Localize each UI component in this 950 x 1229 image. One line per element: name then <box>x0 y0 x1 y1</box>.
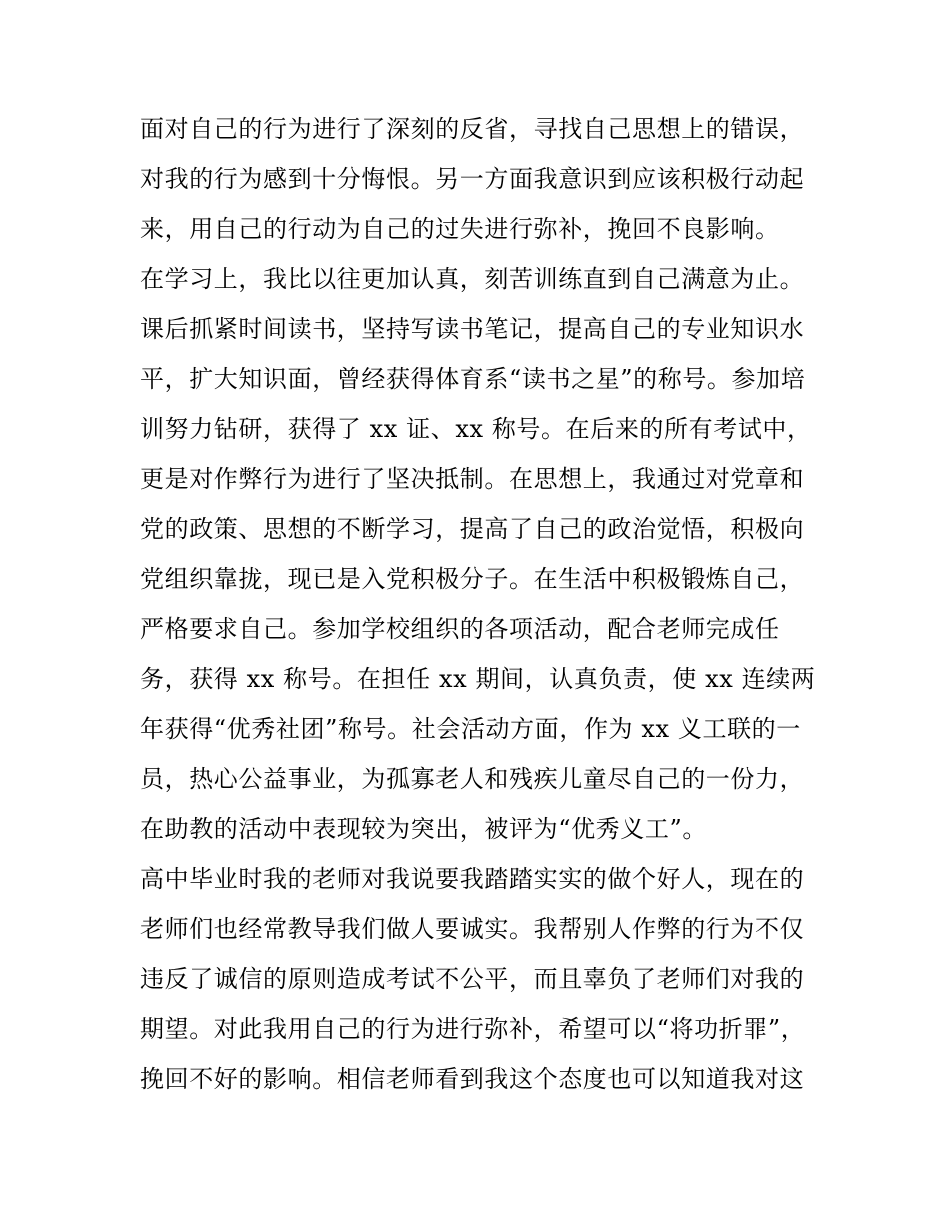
text-line: 党的政策、思想的不断学习，提高了自己的政治觉悟，积极向 <box>140 515 805 543</box>
text-line: 更是对作弊行为进行了坚决抵制。在思想上，我通过对党章和 <box>140 465 805 493</box>
text-line: 在助教的活动中表现较为突出，被评为“优秀义工”。 <box>140 815 707 843</box>
text-line: 年获得“优秀社团”称号。社会活动方面，作为 xx 义工联的一 <box>140 715 801 743</box>
text-line: 挽回不好的影响。相信老师看到我这个态度也可以知道我对这 <box>140 1065 805 1093</box>
text-line: 务，获得 xx 称号。在担任 xx 期间，认真负责，使 xx 连续两 <box>140 665 816 693</box>
body-text <box>140 104 820 1104</box>
text-line: 在学习上，我比以往更加认真，刻苦训练直到自己满意为止。 <box>140 265 805 293</box>
text-line: 严格要求自己。参加学校组织的各项活动，配合老师完成任 <box>140 615 780 643</box>
text-line: 平，扩大知识面，曾经获得体育系“读书之星”的称号。参加培 <box>140 365 806 393</box>
text-line: 面对自己的行为进行了深刻的反省，寻找自己思想上的错误， <box>140 115 805 143</box>
text-line: 期望。对此我用自己的行为进行弥补，希望可以“将功折罪”， <box>140 1015 806 1043</box>
text-line: 高中毕业时我的老师对我说要我踏踏实实的做个好人，现在的 <box>140 865 805 893</box>
text-line: 员，热心公益事业，为孤寡老人和残疾儿童尽自己的一份力， <box>140 765 805 793</box>
text-line: 党组织靠拢，现已是入党积极分子。在生活中积极锻炼自己， <box>140 565 805 593</box>
text-line: 老师们也经常教导我们做人要诚实。我帮别人作弊的行为不仅 <box>140 915 805 943</box>
text-line: 来，用自己的行动为自己的过失进行弥补，挽回不良影响。 <box>140 215 780 243</box>
text-line: 违反了诚信的原则造成考试不公平，而且辜负了老师们对我的 <box>140 965 805 993</box>
text-line: 课后抓紧时间读书，坚持写读书笔记，提高自己的专业知识水 <box>140 315 805 343</box>
text-line: 对我的行为感到十分悔恨。另一方面我意识到应该积极行动起 <box>140 165 805 193</box>
text-line: 训努力钻研，获得了 xx 证、xx 称号。在后来的所有考试中， <box>140 415 812 443</box>
